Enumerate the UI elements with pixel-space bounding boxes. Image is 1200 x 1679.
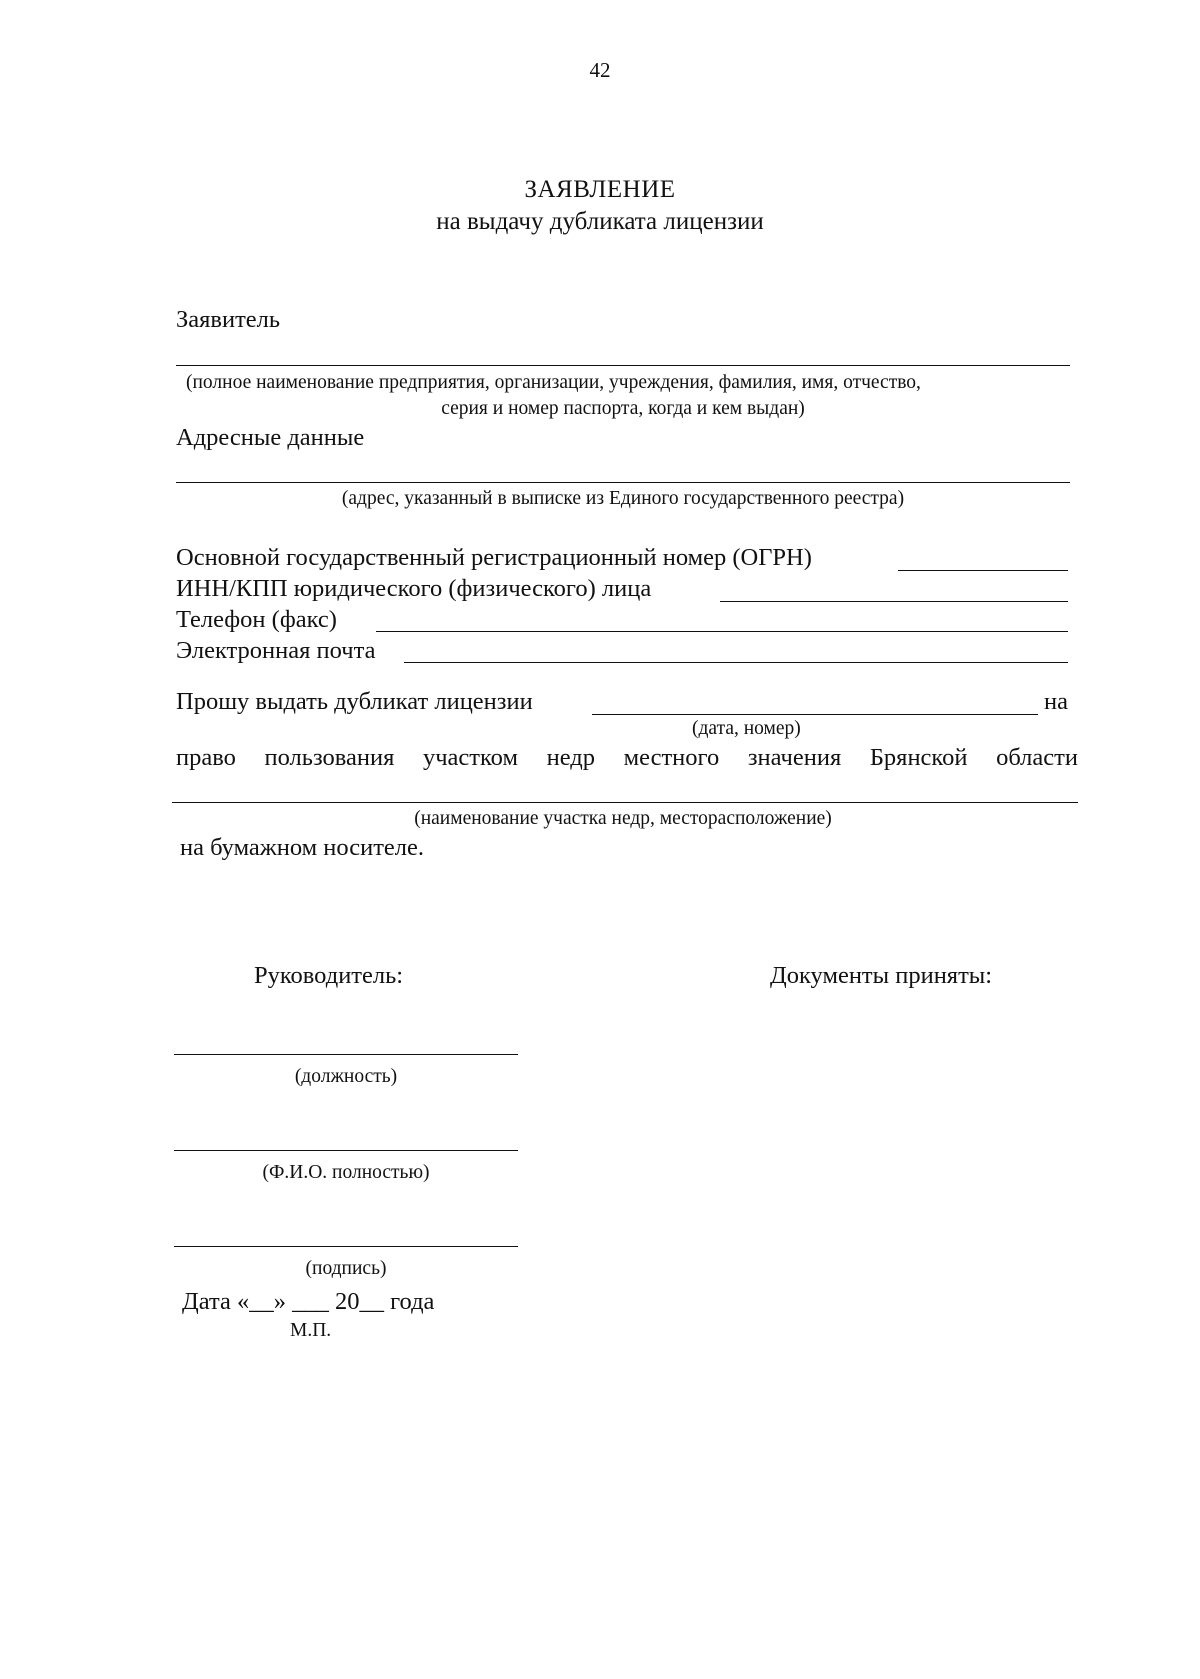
fio-field-line[interactable] bbox=[174, 1150, 518, 1151]
request-text: Прошу выдать дубликат лицензии bbox=[176, 688, 533, 715]
word: участком bbox=[422, 744, 518, 771]
word: недр bbox=[546, 744, 595, 771]
word: пользования bbox=[264, 744, 395, 771]
address-hint: (адрес, указанный в выписке из Единого государственного реестра) bbox=[341, 488, 905, 509]
page-number: 42 bbox=[589, 58, 611, 82]
date-line: Дата «__» ___ 20__ года bbox=[182, 1288, 435, 1315]
document-subtitle: на выдачу дубликата лицензии bbox=[436, 208, 764, 235]
phone-label: Телефон (факс) bbox=[176, 606, 337, 633]
request-suffix: на bbox=[1044, 688, 1068, 715]
signature-field-line[interactable] bbox=[174, 1246, 518, 1247]
word: значения bbox=[747, 744, 842, 771]
ogrn-label: Основной государственный регистрационный номер (ОГРН) bbox=[176, 544, 812, 571]
word: право bbox=[176, 744, 236, 771]
documents-accepted-label: Документы приняты: bbox=[770, 962, 993, 989]
head-label: Руководитель: bbox=[254, 962, 404, 989]
applicant-hint-line2: серия и номер паспорта, когда и кем выдан) bbox=[441, 398, 805, 419]
word: местного bbox=[623, 744, 720, 771]
date-number-hint: (дата, номер) bbox=[692, 718, 801, 739]
inn-kpp-label: ИНН/КПП юридического (физического) лица bbox=[176, 575, 652, 602]
subsoil-site-hint: (наименование участка недр, месторасположение) bbox=[414, 808, 832, 829]
stamp-label: М.П. bbox=[290, 1320, 332, 1341]
address-field-line[interactable] bbox=[176, 482, 1070, 483]
email-label: Электронная почта bbox=[176, 637, 376, 664]
inn-kpp-field-line[interactable] bbox=[720, 601, 1068, 602]
position-field-line[interactable] bbox=[174, 1054, 518, 1055]
word: области bbox=[996, 744, 1078, 771]
license-field-line[interactable] bbox=[592, 714, 1038, 715]
carrier-text: на бумажном носителе. bbox=[180, 834, 424, 861]
phone-field-line[interactable] bbox=[376, 631, 1068, 632]
subsoil-right-line bbox=[176, 744, 1078, 772]
document-title: ЗАЯВЛЕНИЕ bbox=[524, 176, 676, 203]
applicant-hint-line1: (полное наименование предприятия, организации, учреждения, фамилия, имя, отчество, bbox=[186, 372, 921, 393]
word: Брянской bbox=[869, 744, 968, 771]
applicant-label: Заявитель bbox=[176, 306, 281, 333]
signature-hint: (подпись) bbox=[305, 1258, 387, 1279]
fio-hint: (Ф.И.О. полностью) bbox=[262, 1162, 430, 1183]
email-field-line[interactable] bbox=[404, 662, 1068, 663]
address-label: Адресные данные bbox=[176, 424, 365, 451]
subsoil-site-field-line[interactable] bbox=[172, 802, 1078, 803]
applicant-field-line[interactable] bbox=[176, 365, 1070, 366]
ogrn-field-line[interactable] bbox=[898, 570, 1068, 571]
position-hint: (должность) bbox=[294, 1066, 398, 1087]
